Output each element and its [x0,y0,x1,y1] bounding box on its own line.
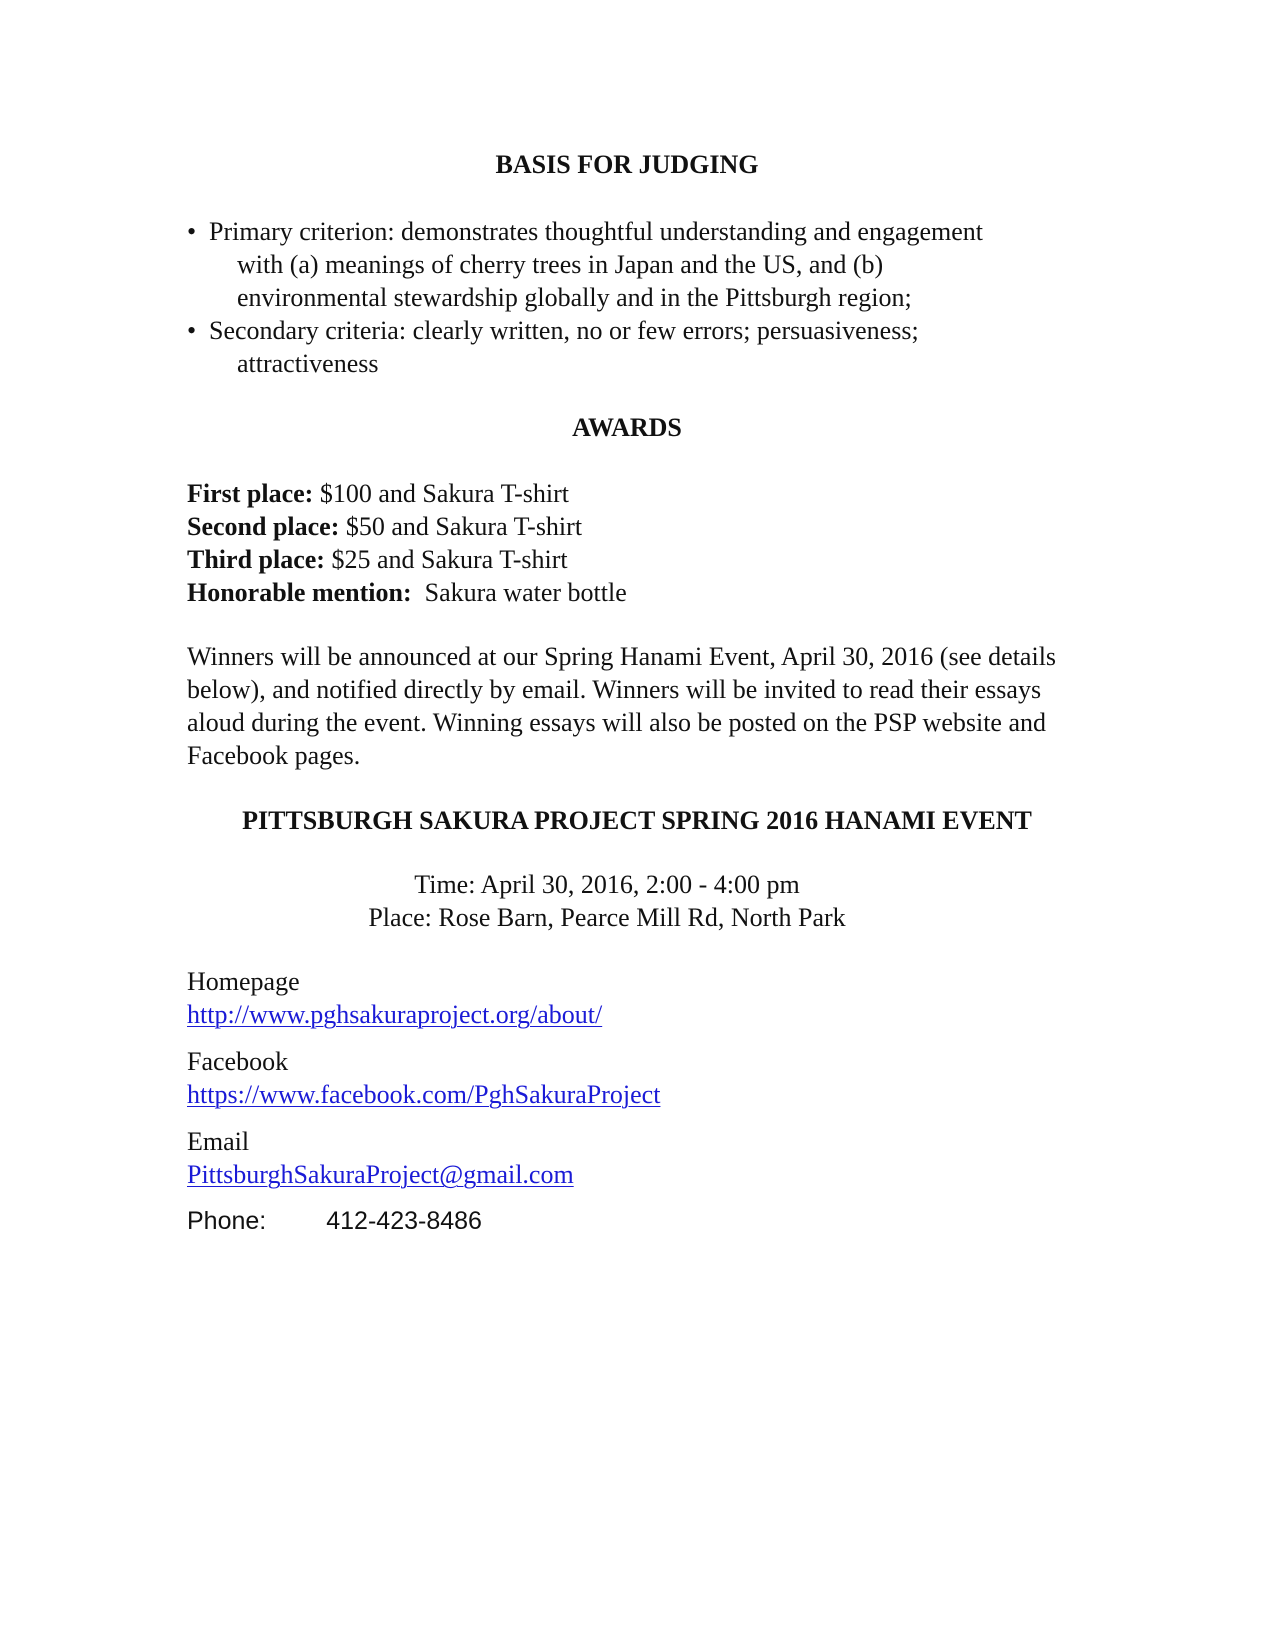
criterion-primary-line-3: environmental stewardship globally and in the Pittsburgh region; [237,283,912,312]
criterion-secondary [187,314,1087,380]
facebook-link[interactable]: https://www.facebook.com/PghSakuraProject [187,1080,661,1109]
award-label: First place: [187,479,314,508]
document-body [187,148,1087,1238]
event-place: Place: Rose Barn, Pearce Mill Rd, North Park [368,903,846,932]
heading-basis-for-judging: BASIS FOR JUDGING [495,150,759,179]
criterion-primary-line-2: with (a) meanings of cherry trees in Japan and the US, and (b) [237,250,884,279]
contact-email [187,1125,1087,1191]
event-details [157,868,1057,934]
award-value: $100 and Sakura T-shirt [313,479,569,508]
bullet-icon: • [187,316,197,345]
homepage-label: Homepage [187,967,300,996]
phone-label: Phone: [187,1207,267,1235]
contact-info [187,965,1087,1238]
email-label: Email [187,1127,250,1156]
award-value: $25 and Sakura T-shirt [324,545,568,574]
heading-awards: AWARDS [572,413,682,442]
criterion-secondary-line-2: attractiveness [237,349,379,378]
award-first-place [187,477,1087,510]
awards-list [187,477,1087,609]
award-honorable-mention [187,576,1087,609]
award-value: $50 and Sakura T-shirt [339,512,583,541]
award-third-place [187,543,1087,576]
criterion-primary-line-1: Primary criterion: demonstrates thoughtful understanding and engagement [209,217,984,246]
facebook-label: Facebook [187,1047,289,1076]
criterion-primary [187,215,1087,314]
phone-number: 412-423-8486 [326,1207,482,1235]
award-value: Sakura water bottle [411,578,627,607]
contact-homepage [187,965,1087,1031]
award-second-place [187,510,1087,543]
judging-criteria-list [187,215,1087,380]
contact-facebook [187,1045,1087,1111]
award-label: Honorable mention: [187,578,412,607]
heading-hanami-event: PITTSBURGH SAKURA PROJECT SPRING 2016 HANAMI EVENT [242,806,1032,835]
winners-announcement: Winners will be announced at our Spring Hanami Event, April 30, 2016 (see details below), and notified directly by email. Winners will be invited to read their essays aloud during the event. Winning essays will also be posted on the PSP website and Facebook pages. [187,642,1057,770]
criterion-secondary-line-1: Secondary criteria: clearly written, no or few errors; persuasiveness; [209,316,919,345]
award-label: Second place: [187,512,340,541]
award-label: Third place: [187,545,325,574]
homepage-link[interactable]: http://www.pghsakuraproject.org/about/ [187,1000,603,1029]
bullet-icon: • [187,217,197,246]
contact-phone [187,1205,1087,1238]
event-time: Time: April 30, 2016, 2:00 - 4:00 pm [414,870,800,899]
email-link[interactable]: PittsburghSakuraProject@gmail.com [187,1160,574,1189]
